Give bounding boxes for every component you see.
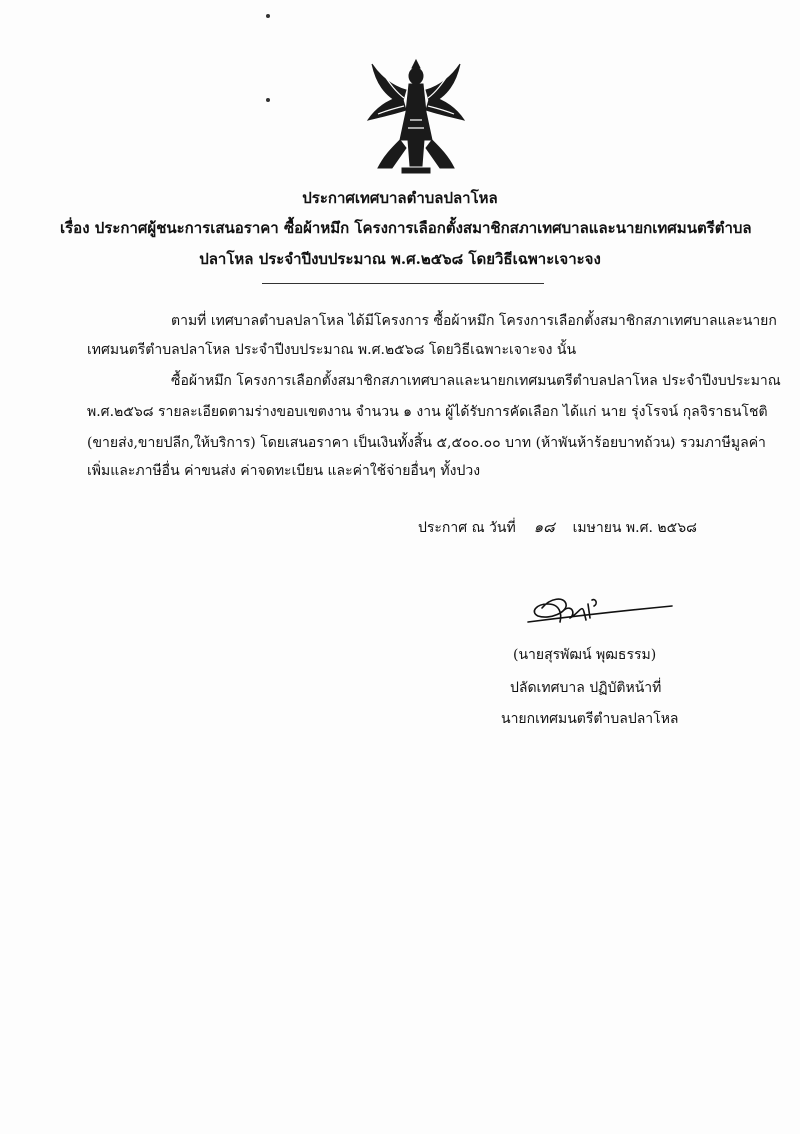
announcement-date [418,515,697,539]
scan-speck [266,14,270,18]
handwritten-signature [520,590,680,640]
garuda-emblem [362,56,470,176]
title-divider [262,283,544,284]
scan-speck [266,98,270,102]
paragraph-2-line-4: เพิ่มและภาษีอื่น ค่าขนส่ง ค่าจดทะเบียน และค่าใช้จ่ายอื่นๆ ทั้งปวง [87,463,481,479]
org-title: ประกาศเทศบาลตำบลปลาโหล [302,189,498,207]
signatory-name: (นายสุรพัฒน์ พุฒธรรม) [513,647,657,663]
paragraph-2-line-1: ซื้อผ้าหมึก โครงการเลือกตั้งสมาชิกสภาเทศบาลและนายกเทศมนตรีตำบลปลาโหล ประจำปีงบประมาณ [171,373,781,389]
paragraph-2-line-2: พ.ศ.๒๕๖๘ รายละเอียดตามร่างขอบเขตงาน จำนวน ๑ งาน ผู้ได้รับการคัดเลือก ได้แก่ นาย รุ่งโรจน์ กุลจิราธนโชติ [87,404,768,420]
subject-line-1: เรื่อง ประกาศผู้ชนะการเสนอราคา ซื้อผ้าหมึก โครงการเลือกตั้งสมาชิกสภาเทศบาลและนายกเทศมนตรีตำบล [60,219,752,237]
subject-line-2: ปลาโหล ประจำปีงบประมาณ พ.ศ.๒๕๖๘ โดยวิธีเฉพาะเจาะจง [199,250,601,268]
date-month-year: เมษายน พ.ศ. ๒๕๖๘ [572,520,697,536]
date-prefix: ประกาศ ณ วันที่ [418,520,516,536]
paragraph-1-line-1: ตามที่ เทศบาลตำบลปลาโหล ได้มีโครงการ ซื้อผ้าหมึก โครงการเลือกตั้งสมาชิกสภาเทศบาลและนายก [171,313,777,329]
signatory-position-2: นายกเทศมนตรีตำบลปลาโหล [501,711,679,727]
paragraph-1-line-2: เทศมนตรีตำบลปลาโหล ประจำปีงบประมาณ พ.ศ.๒๕๖๘ โดยวิธีเฉพาะเจาะจง นั้น [87,342,577,358]
signatory-position-1: ปลัดเทศบาล ปฏิบัติหน้าที่ [510,680,662,696]
date-day: ๑๘ [533,518,555,536]
paragraph-2-line-3: (ขายส่ง,ขายปลีก,ให้บริการ) โดยเสนอราคา เป็นเงินทั้งสิ้น ๕,๕๐๐.๐๐ บาท (ห้าพันห้าร้อยบาทถ้วน) รวมภาษีมูลค่า [87,435,766,451]
